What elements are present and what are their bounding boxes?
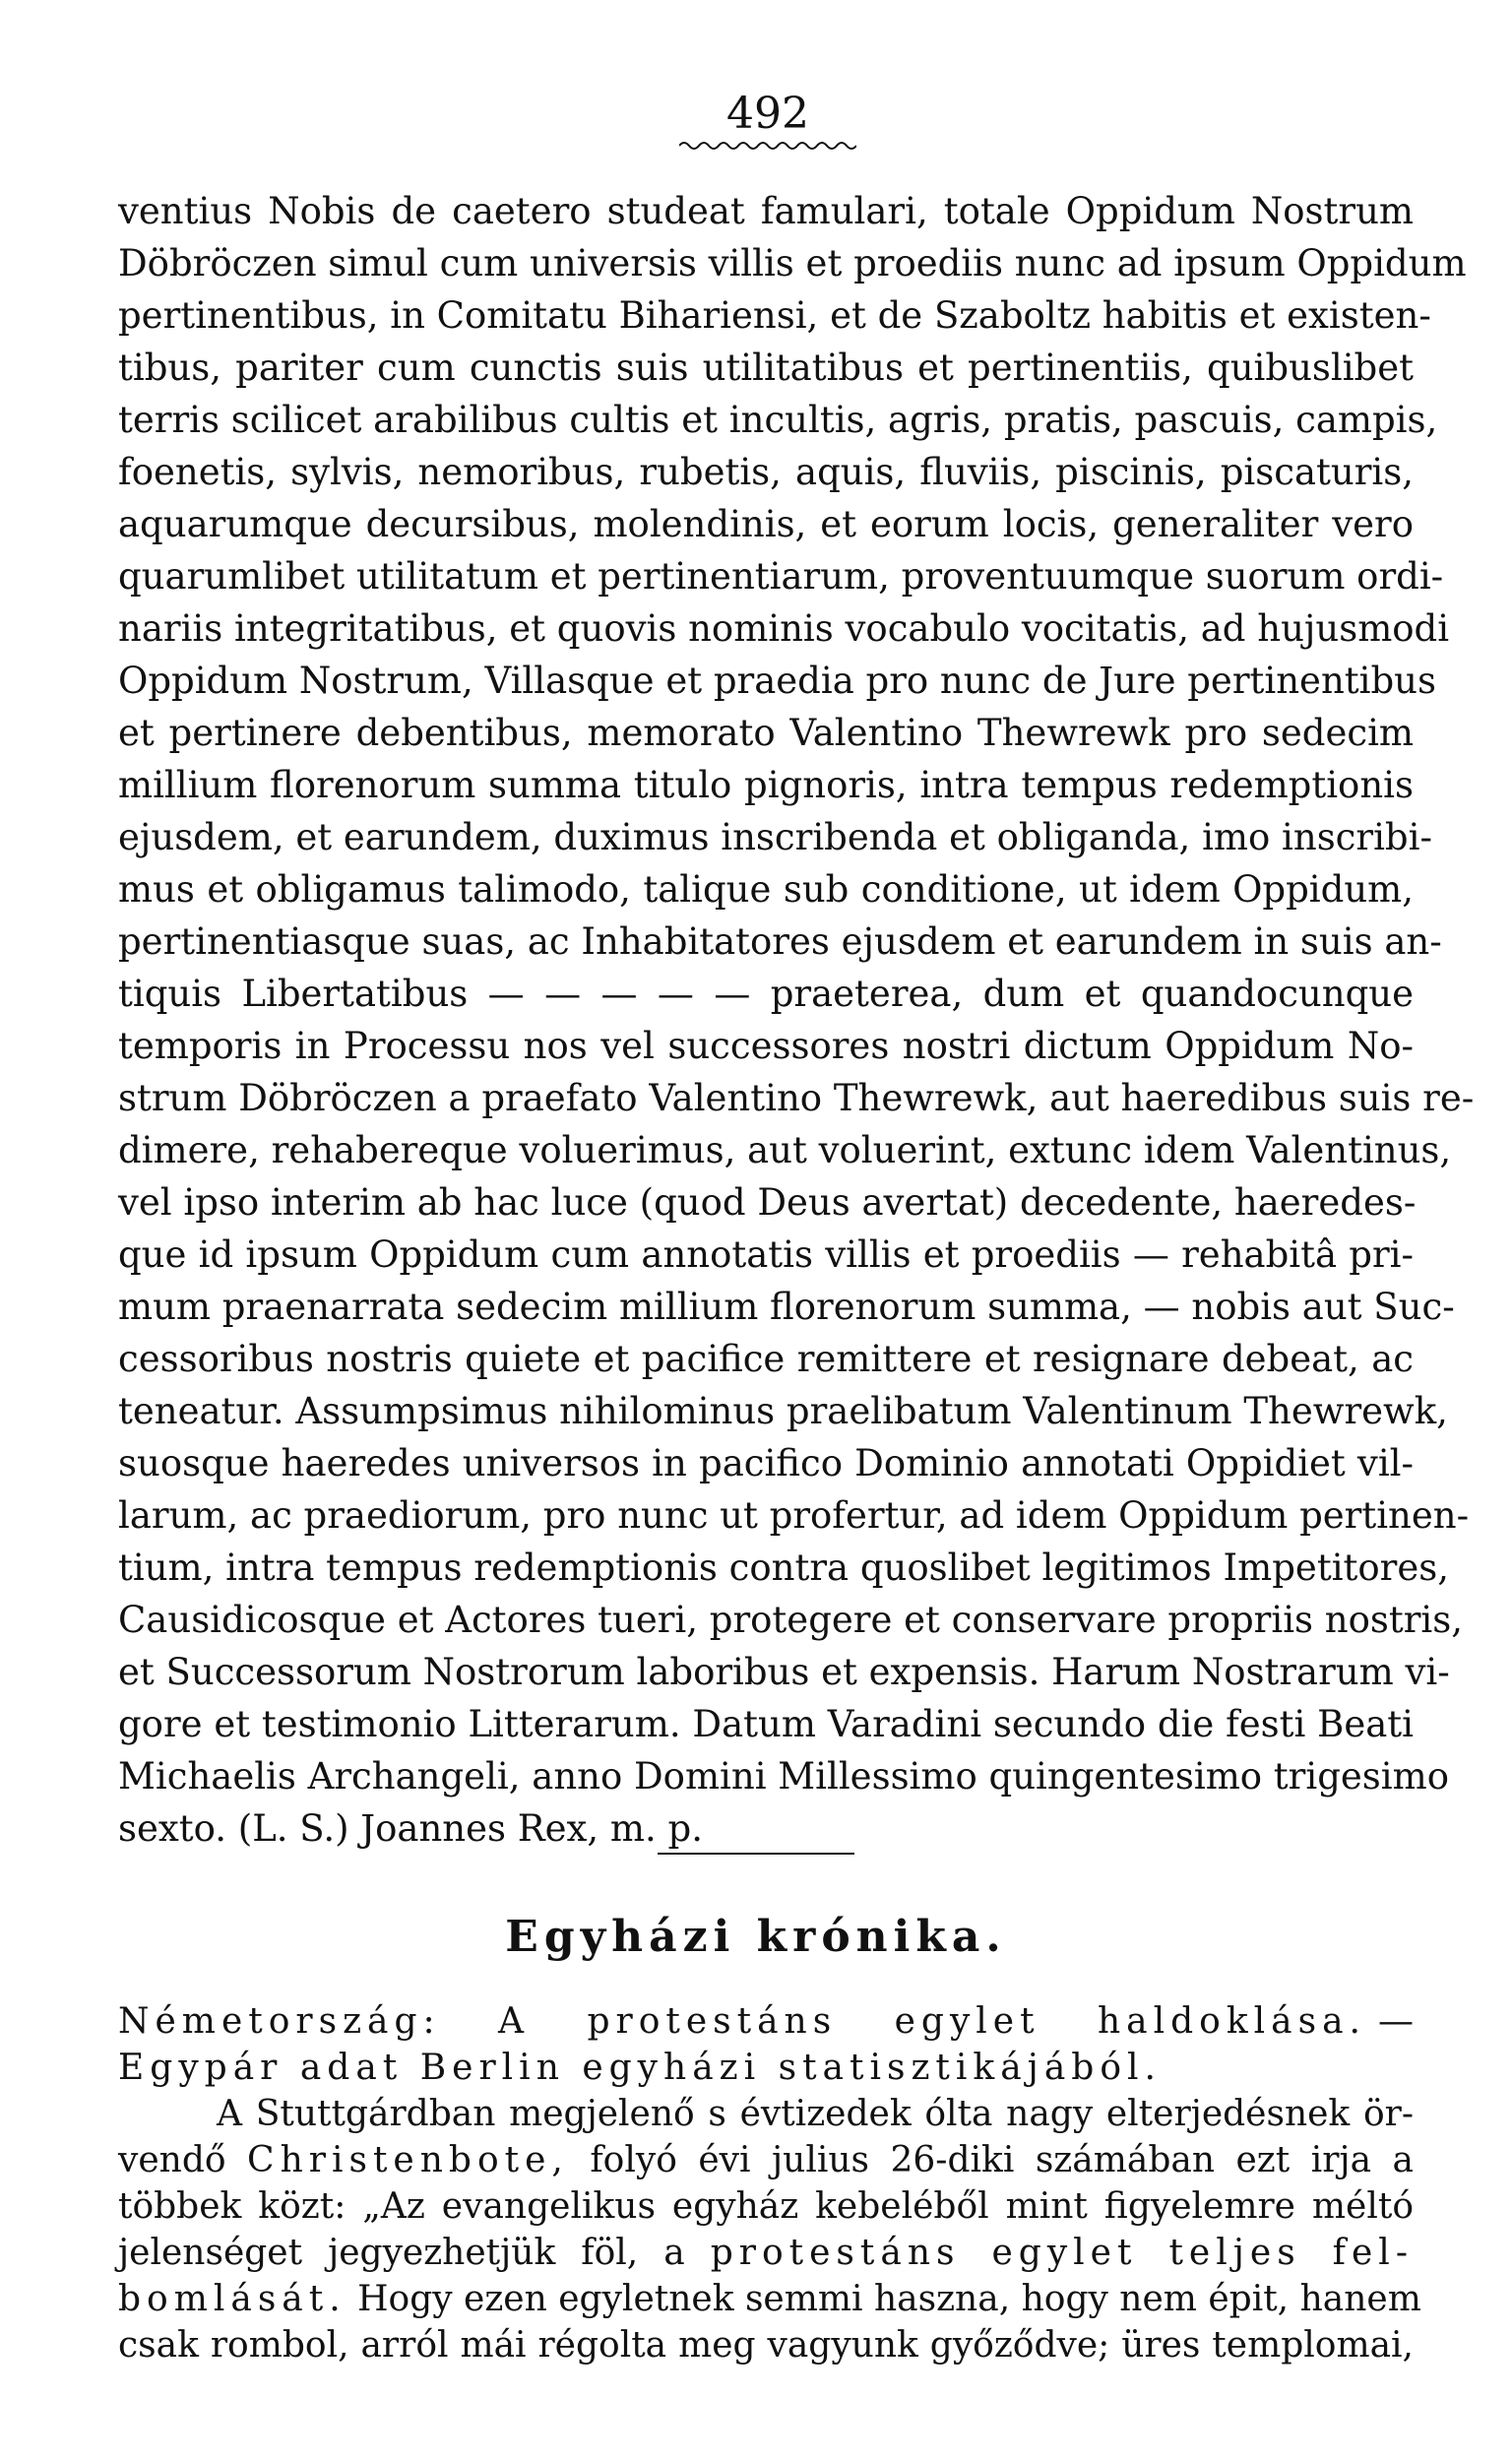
text-line: et pertinere debentibus, memorato Valentino Thewrewk pro sedecim <box>118 712 1414 754</box>
text-line: quarumlibet utilitatum et pertinentiarum, proventuumque suorum ordi- <box>118 555 1444 598</box>
charter-text <box>118 185 1475 1855</box>
chronicle-heading-line <box>118 2045 1414 2091</box>
text-line: Causidicosque et Actores tueri, protegere et conservare propriis nostris, <box>118 1599 1464 1641</box>
text-line: aquarumque decursibus, molendinis, et eorum locis, generaliter vero <box>118 503 1414 545</box>
chronicle-text-part: Christenbote, <box>247 2140 569 2180</box>
text-line: mum praenarrata sedecim millium florenorum summa, — nobis aut Suc- <box>118 1286 1455 1328</box>
text-line: gore et testimonio Litterarum. Datum Varadini secundo die festi Beati <box>118 1703 1414 1745</box>
text-line: ventius Nobis de caetero studeat famulari, totale Oppidum Nostrum <box>118 190 1414 232</box>
chronicle-line <box>118 2322 1414 2368</box>
chronicle-heading-part: Németország: A protestáns egylet haldoklása. <box>118 2001 1366 2042</box>
chronicle-heading-dash: — <box>1378 2001 1414 2042</box>
text-line: foenetis, sylvis, nemoribus, rubetis, aquis, fluviis, piscinis, piscaturis, <box>118 451 1414 493</box>
text-line: temporis in Processu nos vel successores nostri dictum Oppidum No- <box>118 1025 1414 1067</box>
chronicle-text-part: csak rombol, arról mái régolta meg vagyunk győződve; üres templomai, <box>118 2325 1414 2366</box>
text-line: mus et obligamus talimodo, talique sub conditione, ut idem Oppidum, <box>118 868 1414 911</box>
text-line: Döbröczen simul cum universis villis et proediis nunc ad ipsum Oppidum <box>118 242 1467 284</box>
chronicle-heading-part: Egypár adat Berlin egyházi statisztikájából. <box>118 2048 1162 2088</box>
chronicle-text-part: vendő <box>118 2140 226 2180</box>
chronicle-text-part: folyó évi julius 26-diki számában ezt irja a <box>590 2140 1414 2180</box>
chronicle-text-part: jelenséget jegyezhetjük föl, a <box>118 2233 685 2273</box>
page-number: 492 <box>726 89 809 139</box>
text-line: Oppidum Nostrum, Villasque et praedia pro nunc de Jure pertinentibus <box>118 660 1436 702</box>
text-line: nariis integritatibus, et quovis nominis vocabulo vocitatis, ad hujusmodi <box>118 607 1450 650</box>
text-line: millium florenorum summa titulo pignoris, intra tempus redemptionis <box>118 764 1414 806</box>
chronicle-line <box>118 2230 1414 2276</box>
text-line: Michaelis Archangeli, anno Domini Millessimo quingentesimo trigesimo <box>118 1755 1449 1798</box>
section-title: Egyházi krónika. <box>505 1912 1007 1962</box>
chronicle-text-part: többek közt: „Az evangelikus egyház kebeléből mint figyelemre méltó <box>118 2186 1414 2227</box>
text-line: que id ipsum Oppidum cum annotatis villis et proediis — rehabitâ pri- <box>118 1233 1414 1276</box>
text-line: pertinentibus, in Comitatu Bihariensi, et de Szaboltz habitis et existen- <box>118 294 1431 337</box>
text-line: ejusdem, et earundem, duximus inscribenda et obliganda, imo inscribi- <box>118 816 1432 858</box>
chronicle-text-part: protestáns egylet teljes fel- <box>710 2233 1414 2273</box>
text-line: dimere, rehabereque voluerimus, aut voluerint, extunc idem Valentinus, <box>118 1129 1452 1171</box>
text-line: teneatur. Assumpsimus nihilominus praelibatum Valentinum Thewrewk, <box>118 1390 1448 1432</box>
text-line: terris scilicet arabilibus cultis et incultis, agris, pratis, pascuis, campis, <box>118 399 1438 441</box>
section-divider <box>658 1853 854 1855</box>
chronicle-text-part: A Stuttgárdban megjelenő s évtizedek ólta nagy elterjedésnek ör- <box>217 2094 1414 2134</box>
text-line: sexto. (L. S.) Joannes Rex, m. p. <box>118 1807 703 1850</box>
text-line: pertinentiasque suas, ac Inhabitatores ejusdem et earundem in suis an- <box>118 920 1442 963</box>
text-line: suosque haeredes universos in pacifico Dominio annotati Oppidiet vil- <box>118 1442 1414 1484</box>
text-line: tiquis Libertatibus — — — — — praeterea, dum et quandocunque <box>118 973 1414 1015</box>
chronicle-heading-line <box>118 1998 1414 2045</box>
chronicle-line <box>118 2183 1414 2230</box>
chronicle-text-part: Hogy ezen egyletnek semmi haszna, hogy nem épit, hanem <box>357 2279 1421 2319</box>
chronicle-line <box>118 2091 1414 2137</box>
chronicle-text <box>118 1998 1421 2368</box>
chronicle-line <box>118 2276 1421 2322</box>
text-line: vel ipso interim ab hac luce (quod Deus avertat) decedente, haeredes- <box>118 1181 1417 1224</box>
chronicle-line <box>118 2137 1414 2183</box>
text-line: larum, ac praediorum, pro nunc ut profertur, ad idem Oppidum pertinen- <box>118 1494 1470 1537</box>
wavy-underline-ornament <box>679 140 856 152</box>
text-line: tibus, pariter cum cunctis suis utilitatibus et pertinentiis, quibuslibet <box>118 347 1414 389</box>
text-line: tium, intra tempus redemptionis contra quoslibet legitimos Impetitores, <box>118 1546 1449 1589</box>
text-line: cessoribus nostris quiete et pacifice remittere et resignare debeat, ac <box>118 1338 1414 1380</box>
text-line: strum Döbröczen a praefato Valentino Thewrewk, aut haeredibus suis re- <box>118 1077 1475 1119</box>
chronicle-text-part: bomlását. <box>118 2279 346 2319</box>
text-line: et Successorum Nostrorum laboribus et expensis. Harum Nostrarum vi- <box>118 1651 1450 1693</box>
